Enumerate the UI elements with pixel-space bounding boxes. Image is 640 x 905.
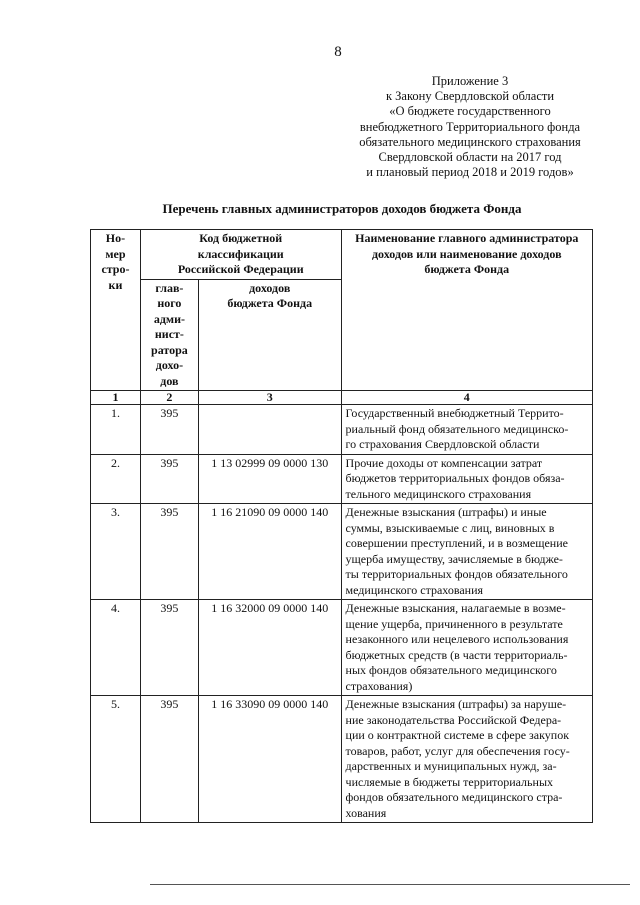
table-row xyxy=(91,405,593,455)
annex-line: «О бюджете государственного xyxy=(389,104,551,119)
row-name: Денежные взыскания (штрафы) и иные суммы, взыскиваемые с лиц, виновных в совершении преступлений, и в возмещение ущерба имуществу, зачисляемые в бюдже- ты территориальных фондов обязательного медицинского страхования xyxy=(341,504,592,600)
annex-line: Приложение 3 xyxy=(431,74,509,88)
column-number: 1 xyxy=(91,391,141,405)
row-name: Денежные взыскания, налагаемые в возме- щение ущерба, причиненного в результате незаконного или нецелевого использования бюджетных средств (в части территориаль- ных фондов обязательного медицинского страхования) xyxy=(341,600,592,696)
table-row xyxy=(91,600,593,696)
row-number: 5. xyxy=(91,696,141,823)
bottom-divider xyxy=(150,884,630,885)
annex-line: внебюджетного Территориального фонда xyxy=(359,119,581,134)
income-code: 1 16 33090 09 0000 140 xyxy=(198,696,341,823)
annex-header xyxy=(330,74,610,180)
header-admin-code: глав- ного адми- нист- ратора дохо- дов xyxy=(140,279,198,391)
row-number: 3. xyxy=(91,504,141,600)
header-name: Наименование главного администратора доходов или наименование доходов бюджета Фонда xyxy=(341,230,592,391)
row-name: Государственный внебюджетный Террито- риальный фонд обязательного медицинско- го страхования Свердловской области xyxy=(341,405,592,455)
income-code: 1 16 21090 09 0000 140 xyxy=(198,504,341,600)
table-row xyxy=(91,454,593,504)
admin-code: 395 xyxy=(140,600,198,696)
column-number: 4 xyxy=(341,391,592,405)
annex-line: и плановый период 2018 и 2019 годов» xyxy=(366,165,574,180)
row-number: 2. xyxy=(91,454,141,504)
income-code xyxy=(198,405,341,455)
header-budget-code: Код бюджетной классификации Российской Федерации xyxy=(140,230,341,280)
document-title: Перечень главных администраторов доходов бюджета Фонда xyxy=(162,201,522,216)
administrators-table xyxy=(90,229,593,823)
column-number: 2 xyxy=(140,391,198,405)
column-number: 3 xyxy=(198,391,341,405)
header-income-code: доходов бюджета Фонда xyxy=(198,279,341,391)
column-numbers-row xyxy=(91,391,593,405)
row-number: 4. xyxy=(91,600,141,696)
page-number: 8 xyxy=(334,44,342,60)
header-row-number: Но- мер стро- ки xyxy=(91,230,141,391)
row-name: Прочие доходы от компенсации затрат бюджетов территориальных фондов обяза- тельного медицинского страхования xyxy=(341,454,592,504)
table-row xyxy=(91,504,593,600)
annex-line: Свердловской области на 2017 год xyxy=(378,150,562,165)
income-code: 1 16 32000 09 0000 140 xyxy=(198,600,341,696)
row-number: 1. xyxy=(91,405,141,455)
row-name: Денежные взыскания (штрафы) за наруше- ние законодательства Российской Федера- ции о контрактной системе в сфере закупок товаров, работ, услуг для обеспечения госу- дарственных и муниципальных нужд, за- числяемые в бюджеты территориальных фондов обязательного медицинского стра- хования xyxy=(341,696,592,823)
annex-line: к Закону Свердловской области xyxy=(385,89,555,104)
table-row xyxy=(91,696,593,823)
admin-code: 395 xyxy=(140,696,198,823)
annex-line: обязательного медицинского страхования xyxy=(359,134,581,149)
admin-code: 395 xyxy=(140,454,198,504)
income-code: 1 13 02999 09 0000 130 xyxy=(198,454,341,504)
admin-code: 395 xyxy=(140,405,198,455)
admin-code: 395 xyxy=(140,504,198,600)
